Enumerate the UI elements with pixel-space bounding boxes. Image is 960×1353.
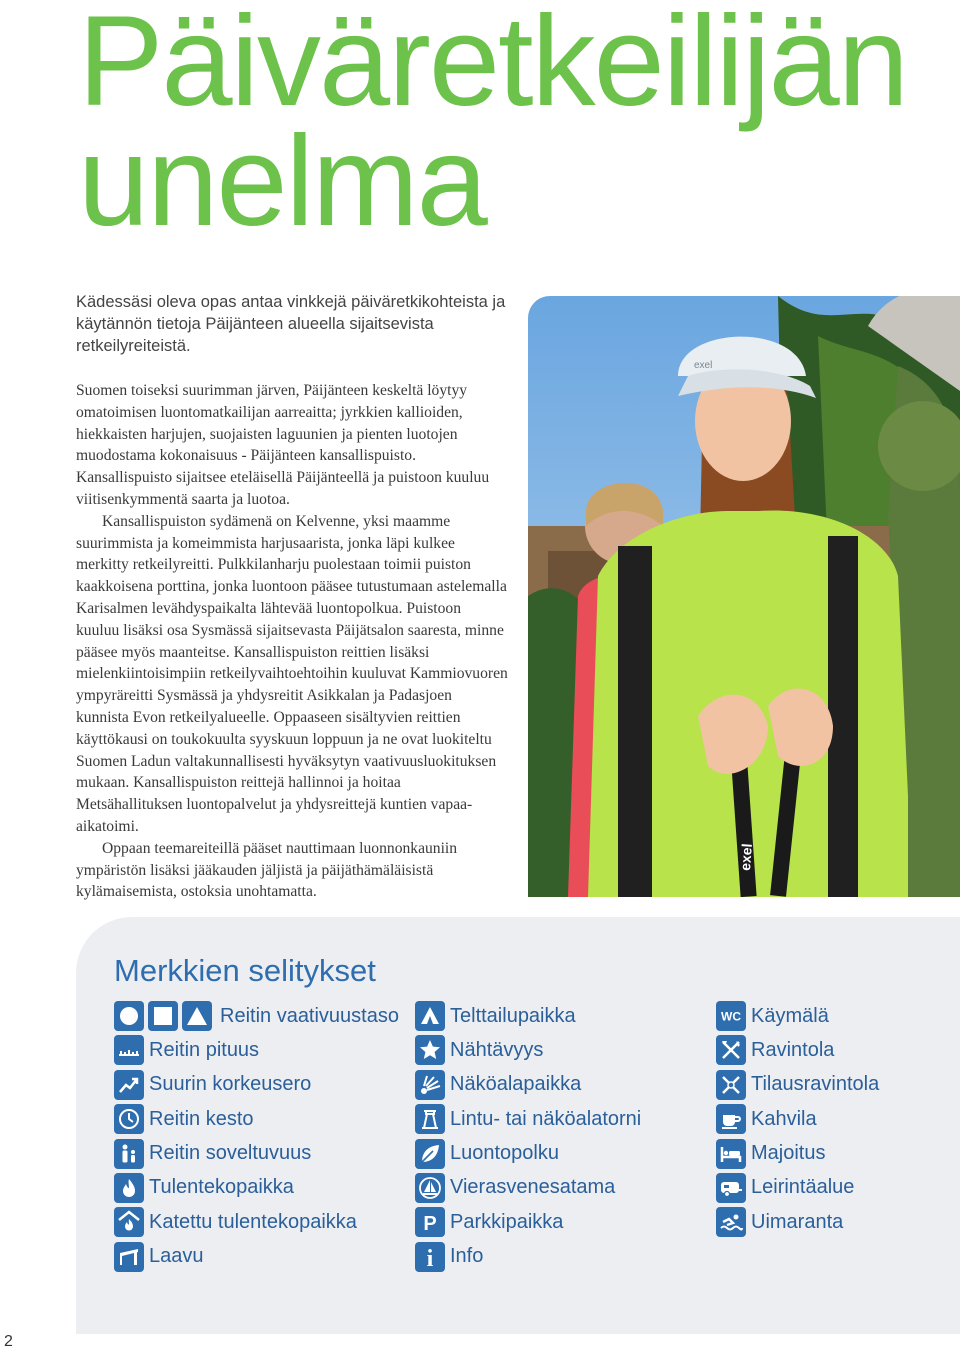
paragraph-3: Oppaan teemareiteillä pääset nauttimaan luonnonkauniin ympäristön lisäksi jääkauden jäljistä ja päijäthämäläisistä kylämaisemista, ostoksia unohtamatta.: [76, 839, 458, 901]
parking-icon: [415, 1207, 445, 1237]
legend-item: [415, 1242, 641, 1272]
legend-label: Reitin kesto: [149, 1107, 254, 1130]
legend-item: [114, 1001, 399, 1031]
legend-item: [114, 1070, 399, 1100]
legend-item: [716, 1070, 879, 1100]
legend-label: Vierasvenesatama: [450, 1176, 616, 1199]
triangle-icon: [182, 1001, 212, 1031]
legend-column-3: [716, 1001, 879, 1242]
family-icon: [114, 1139, 144, 1169]
legend-label: Leirintäalue: [751, 1176, 855, 1199]
page-title: [78, 0, 907, 253]
title-line-2: unelma: [78, 110, 486, 253]
legend-label: Uimaranta: [751, 1210, 844, 1233]
paragraph-1: Suomen toiseksi suurimman järven, Päijänteen keskeltä löytyy omatoimisen luontomatkailijan aarreaitta; jyrkkien kallioiden, hiekkaisten harjujen, suojaisten laguunien ja pienten luotojen muodostama kokonaisuus - Päijänteen kansallispuisto. Kansallispuisto sijaitsee eteläisellä Päijänteellä ja puistoon kuuluu viitisenkymmentä saarta ja luotoa.: [76, 382, 490, 508]
legend-item: [114, 1035, 399, 1065]
leaf-icon: [415, 1139, 445, 1169]
legend-item: [114, 1242, 399, 1272]
lean-to-icon: [114, 1242, 144, 1272]
legend-label: Käymälä: [751, 1004, 829, 1027]
legend-item: [114, 1207, 399, 1237]
info-icon: [415, 1242, 445, 1272]
legend-label: Luontopolku: [450, 1142, 559, 1165]
bed-icon: [716, 1139, 746, 1169]
covered-campfire-icon: [114, 1207, 144, 1237]
campfire-icon: [114, 1173, 144, 1203]
wc-letters: WC: [721, 1009, 741, 1024]
legend-item: [114, 1173, 399, 1203]
legend-column-1: [114, 1001, 399, 1276]
legend-panel: [76, 917, 960, 1334]
legend-label: Reitin soveltuvuus: [149, 1142, 312, 1165]
legend-item: [114, 1139, 399, 1169]
elevation-icon: [114, 1070, 144, 1100]
info-letter: i: [426, 1245, 434, 1269]
legend-label: Majoitus: [751, 1142, 826, 1165]
legend-label: Laavu: [149, 1245, 204, 1268]
difficulty-icons: [114, 1001, 216, 1031]
harbour-icon: [415, 1173, 445, 1203]
legend-label: Katettu tulentekopaikka: [149, 1210, 357, 1233]
legend-label: Reitin pituus: [149, 1038, 260, 1061]
square-icon: [148, 1001, 178, 1031]
page-number: 2: [4, 1333, 13, 1350]
legend-column-2: [415, 1001, 641, 1276]
title-line-1: Päiväretkeilijän: [78, 0, 907, 133]
legend-label: Lintu- tai näköalatorni: [450, 1107, 642, 1130]
pole-logo-text: exel: [737, 842, 755, 872]
tent-icon: [415, 1001, 445, 1031]
legend-label: Parkkipaikka: [450, 1210, 564, 1233]
legend-label: Tilausravintola: [751, 1073, 880, 1096]
legend-item: [415, 1035, 641, 1065]
legend-label: Kahvila: [751, 1107, 817, 1130]
legend-item: [415, 1207, 641, 1237]
swimming-icon: [716, 1207, 746, 1237]
legend-item: [415, 1139, 641, 1169]
legend-item: [716, 1173, 879, 1203]
cap-logo-text: exel: [694, 360, 713, 371]
legend-label: Nähtävyys: [450, 1038, 544, 1061]
paragraph-2: Kansallispuiston sydämenä on Kelvenne, yksi maamme suurimmista ja komeimmista harjusaarista, jonka läpi kulkee merkitty retkeilyreitti. Pulkkilanharju puolestaan toimii puiston kaakkoisena porttina, jonka luontoon pääsee tutustumaan astelemalla Karisalmen levähdyspaikalta lähtevää luontopolkua. Puistoon kuuluu lisäksi osa Sysmässä sijaitsevasta Päijätsalon saaresta, minne pääsee myös maanteitse. Kansallispuiston reittien lisäksi mielenkiintoisimpiin retkeilyvaihtoehtoihin kuuluvat Kammiovuoren ympyräreitti Sysmässä ja yhdysreitit Asikkalan ja Padasjoen kunnista Evon retkeilyalueelle. Oppaaseen sisältyvien reittien käyttökausi on toukokuulta syyskuun loppuun ja ne ovat luokiteltu Suomen Ladun valtakunnallisesti hyväksytyn vaativuusluokituksen mukaan. Kansallispuiston reittejä hallinnoi ja hoitaa Metsähallituksen luontopalvelut ja yhdysreittejä kuntien vapaa-aikatoimi.: [76, 512, 508, 835]
legend-item: [716, 1035, 879, 1065]
tower-icon: [415, 1104, 445, 1134]
legend-item: [415, 1001, 641, 1031]
legend-item: [114, 1104, 399, 1134]
intro-text: Kädessäsi oleva opas antaa vinkkejä päiväretkikohteista ja käytännön tietoja Päijänteen alueella sijaitsevista retkeilyreiteistä.: [76, 293, 506, 355]
legend-label: Telttailupaikka: [450, 1004, 576, 1027]
legend-title: Merkkien selitykset: [114, 953, 376, 988]
circle-icon: [114, 1001, 144, 1031]
parking-letter: P: [423, 1213, 437, 1235]
legend-item: [415, 1104, 641, 1134]
legend-label: Tulentekopaikka: [149, 1176, 294, 1199]
legend-item: [415, 1070, 641, 1100]
legend-item: [415, 1173, 641, 1203]
hiker-photo: [528, 296, 960, 897]
clock-icon: [114, 1104, 144, 1134]
legend-item: [716, 1139, 879, 1169]
legend-item: [716, 1207, 879, 1237]
legend-label: Näköalapaikka: [450, 1073, 582, 1096]
legend-item: [716, 1001, 879, 1031]
legend-label: Reitin vaativuustaso: [220, 1004, 399, 1027]
restaurant-icon: [716, 1035, 746, 1065]
legend-label: Suurin korkeusero: [149, 1073, 312, 1096]
order-restaurant-icon: [716, 1070, 746, 1100]
legend-label: Info: [450, 1245, 484, 1268]
caravan-icon: [716, 1173, 746, 1203]
legend-label: Ravintola: [751, 1038, 835, 1061]
viewpoint-icon: [415, 1070, 445, 1100]
legend-item: [716, 1104, 879, 1134]
ruler-icon: [114, 1035, 144, 1065]
star-icon: [415, 1035, 445, 1065]
wc-icon: [716, 1001, 746, 1031]
body-text: [76, 380, 508, 903]
cafe-icon: [716, 1104, 746, 1134]
